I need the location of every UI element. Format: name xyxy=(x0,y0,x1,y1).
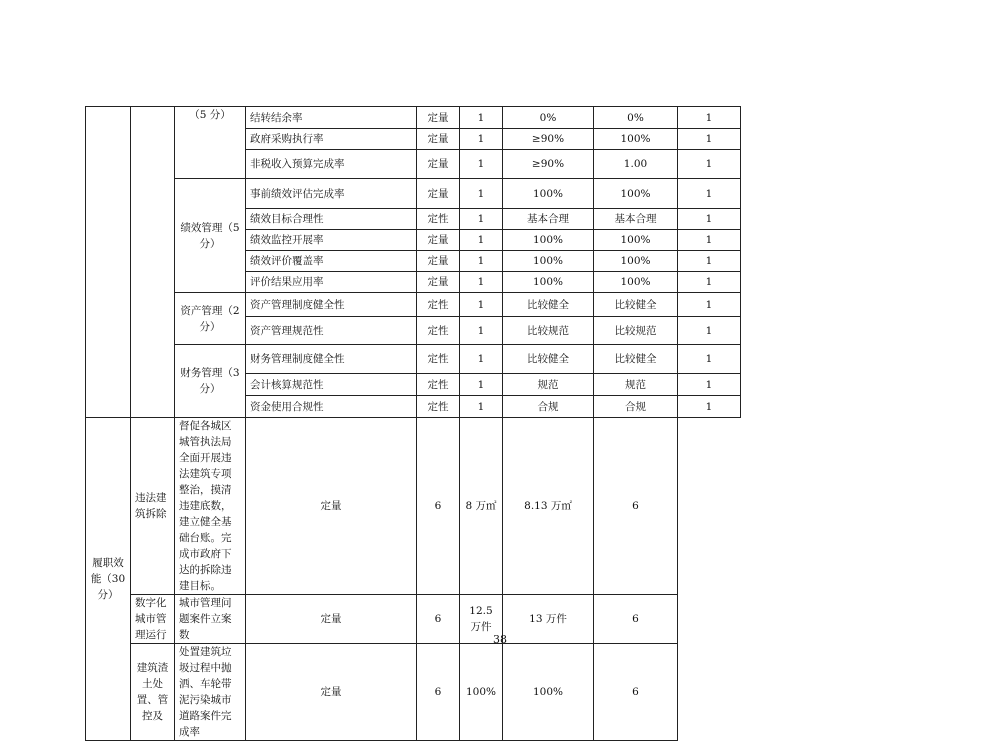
score-cell: 1 xyxy=(678,209,741,230)
score-cell: 1 xyxy=(678,129,741,150)
nature-cell: 定性 xyxy=(417,209,460,230)
score-cell: 1 xyxy=(678,179,741,209)
target-cell: 100% xyxy=(503,272,594,293)
target-cell: ≥90% xyxy=(503,129,594,150)
indicator-cell: 绩效监控开展率 xyxy=(246,230,417,251)
nature-cell: 定量 xyxy=(417,107,460,129)
weight-cell: 6 xyxy=(417,644,460,741)
page-number: 38 xyxy=(493,633,507,646)
nature-cell: 定性 xyxy=(417,317,460,345)
table-row xyxy=(86,293,741,317)
score-cell: 1 xyxy=(678,396,741,418)
actual-cell: 100% xyxy=(594,230,678,251)
indicator-cell: 资产管理制度健全性 xyxy=(246,293,417,317)
indicator-cell: 绩效目标合理性 xyxy=(246,209,417,230)
indicator-cell: 处置建筑垃圾过程中抛洒、车轮带泥污染城市道路案件完成率 xyxy=(175,644,246,741)
actual-cell: 100% xyxy=(594,251,678,272)
table-row xyxy=(86,107,741,129)
indicator-cell: 政府采购执行率 xyxy=(246,129,417,150)
nature-cell: 定量 xyxy=(417,230,460,251)
indicator-cell: 事前绩效评估完成率 xyxy=(246,179,417,209)
weight-cell: 1 xyxy=(460,230,503,251)
score-cell: 1 xyxy=(678,150,741,179)
weight-cell: 1 xyxy=(460,179,503,209)
nature-cell: 定量 xyxy=(417,179,460,209)
subgroup-label: 绩效管理（5 分） xyxy=(175,179,246,293)
target-cell: 100% xyxy=(503,179,594,209)
actual-cell: 100% xyxy=(594,129,678,150)
actual-cell: 100% xyxy=(503,644,594,741)
nature-cell: 定量 xyxy=(246,595,417,644)
actual-cell: 基本合理 xyxy=(594,209,678,230)
indicator-cell: 会计核算规范性 xyxy=(246,374,417,396)
target-cell: 比较健全 xyxy=(503,293,594,317)
indicator-cell: 结转结余率 xyxy=(246,107,417,129)
nature-cell: 定性 xyxy=(417,293,460,317)
nature-cell: 定量 xyxy=(417,129,460,150)
weight-cell: 1 xyxy=(460,345,503,374)
weight-cell: 1 xyxy=(460,251,503,272)
target-cell: 比较规范 xyxy=(503,317,594,345)
indicator-cell: 资产管理规范性 xyxy=(246,317,417,345)
nature-cell: 定量 xyxy=(417,272,460,293)
score-cell: 6 xyxy=(594,418,678,595)
weight-cell: 6 xyxy=(417,418,460,595)
score-cell: 1 xyxy=(678,107,741,129)
indicator-cell: 城市管理问题案件立案数 xyxy=(175,595,246,644)
weight-cell: 6 xyxy=(417,595,460,644)
score-cell: 1 xyxy=(678,317,741,345)
actual-cell: 比较健全 xyxy=(594,293,678,317)
table-row xyxy=(86,179,741,209)
score-cell: 6 xyxy=(594,644,678,741)
subgroup-label: 建筑渣土处置、管控及 xyxy=(131,644,175,741)
actual-cell: 0% xyxy=(594,107,678,129)
target-cell: 基本合理 xyxy=(503,209,594,230)
subgroup-label: 数字化城市管理运行 xyxy=(131,595,175,644)
indicator-cell: 督促各城区城管执法局全面开展违法建筑专项整治，摸清违建底数，建立健全基础台账。完成市政府下达的拆除违建目标。 xyxy=(175,418,246,595)
score-cell: 1 xyxy=(678,374,741,396)
nature-cell: 定量 xyxy=(246,418,417,595)
category-cell xyxy=(131,107,175,418)
actual-cell: 13 万件 xyxy=(503,595,594,644)
score-cell: 6 xyxy=(594,595,678,644)
target-cell: 规范 xyxy=(503,374,594,396)
nature-cell: 定量 xyxy=(417,150,460,179)
subgroup-label: 违法建筑拆除 xyxy=(131,418,175,595)
subgroup-label: （5 分） xyxy=(175,107,246,179)
table-row xyxy=(86,345,741,374)
score-cell: 1 xyxy=(678,272,741,293)
indicator-cell: 绩效评价覆盖率 xyxy=(246,251,417,272)
actual-cell: 8.13 万㎡ xyxy=(503,418,594,595)
actual-cell: 规范 xyxy=(594,374,678,396)
nature-cell: 定量 xyxy=(417,251,460,272)
weight-cell: 1 xyxy=(460,293,503,317)
score-cell: 1 xyxy=(678,230,741,251)
actual-cell: 100% xyxy=(594,179,678,209)
indicator-cell: 评价结果应用率 xyxy=(246,272,417,293)
target-cell: 8 万㎡ xyxy=(460,418,503,595)
weight-cell: 1 xyxy=(460,129,503,150)
weight-cell: 1 xyxy=(460,396,503,418)
target-cell: 比较健全 xyxy=(503,345,594,374)
blank-category-cell xyxy=(86,107,131,418)
actual-cell: 合规 xyxy=(594,396,678,418)
weight-cell: 1 xyxy=(460,209,503,230)
target-cell: 12.5 万件 xyxy=(460,595,503,644)
weight-cell: 1 xyxy=(460,107,503,129)
score-cell: 1 xyxy=(678,251,741,272)
actual-cell: 100% xyxy=(594,272,678,293)
target-cell: 100% xyxy=(460,644,503,741)
indicator-cell: 资金使用合规性 xyxy=(246,396,417,418)
nature-cell: 定量 xyxy=(246,644,417,741)
target-cell: 合规 xyxy=(503,396,594,418)
target-cell: 100% xyxy=(503,230,594,251)
nature-cell: 定性 xyxy=(417,396,460,418)
table-row xyxy=(86,418,741,595)
subgroup-label: 财务管理（3 分） xyxy=(175,345,246,418)
target-cell: 100% xyxy=(503,251,594,272)
target-cell: ≥90% xyxy=(503,150,594,179)
actual-cell: 1.00 xyxy=(594,150,678,179)
actual-cell: 比较健全 xyxy=(594,345,678,374)
weight-cell: 1 xyxy=(460,272,503,293)
target-cell: 0% xyxy=(503,107,594,129)
actual-cell: 比较规范 xyxy=(594,317,678,345)
category-cell: 履职效能（30 分） xyxy=(86,418,131,741)
nature-cell: 定性 xyxy=(417,374,460,396)
nature-cell: 定性 xyxy=(417,345,460,374)
table-row xyxy=(86,644,741,741)
weight-cell: 1 xyxy=(460,150,503,179)
score-cell: 1 xyxy=(678,345,741,374)
indicator-cell: 财务管理制度健全性 xyxy=(246,345,417,374)
weight-cell: 1 xyxy=(460,374,503,396)
weight-cell: 1 xyxy=(460,317,503,345)
score-cell: 1 xyxy=(678,293,741,317)
indicator-cell: 非税收入预算完成率 xyxy=(246,150,417,179)
subgroup-label: 资产管理（2 分） xyxy=(175,293,246,345)
